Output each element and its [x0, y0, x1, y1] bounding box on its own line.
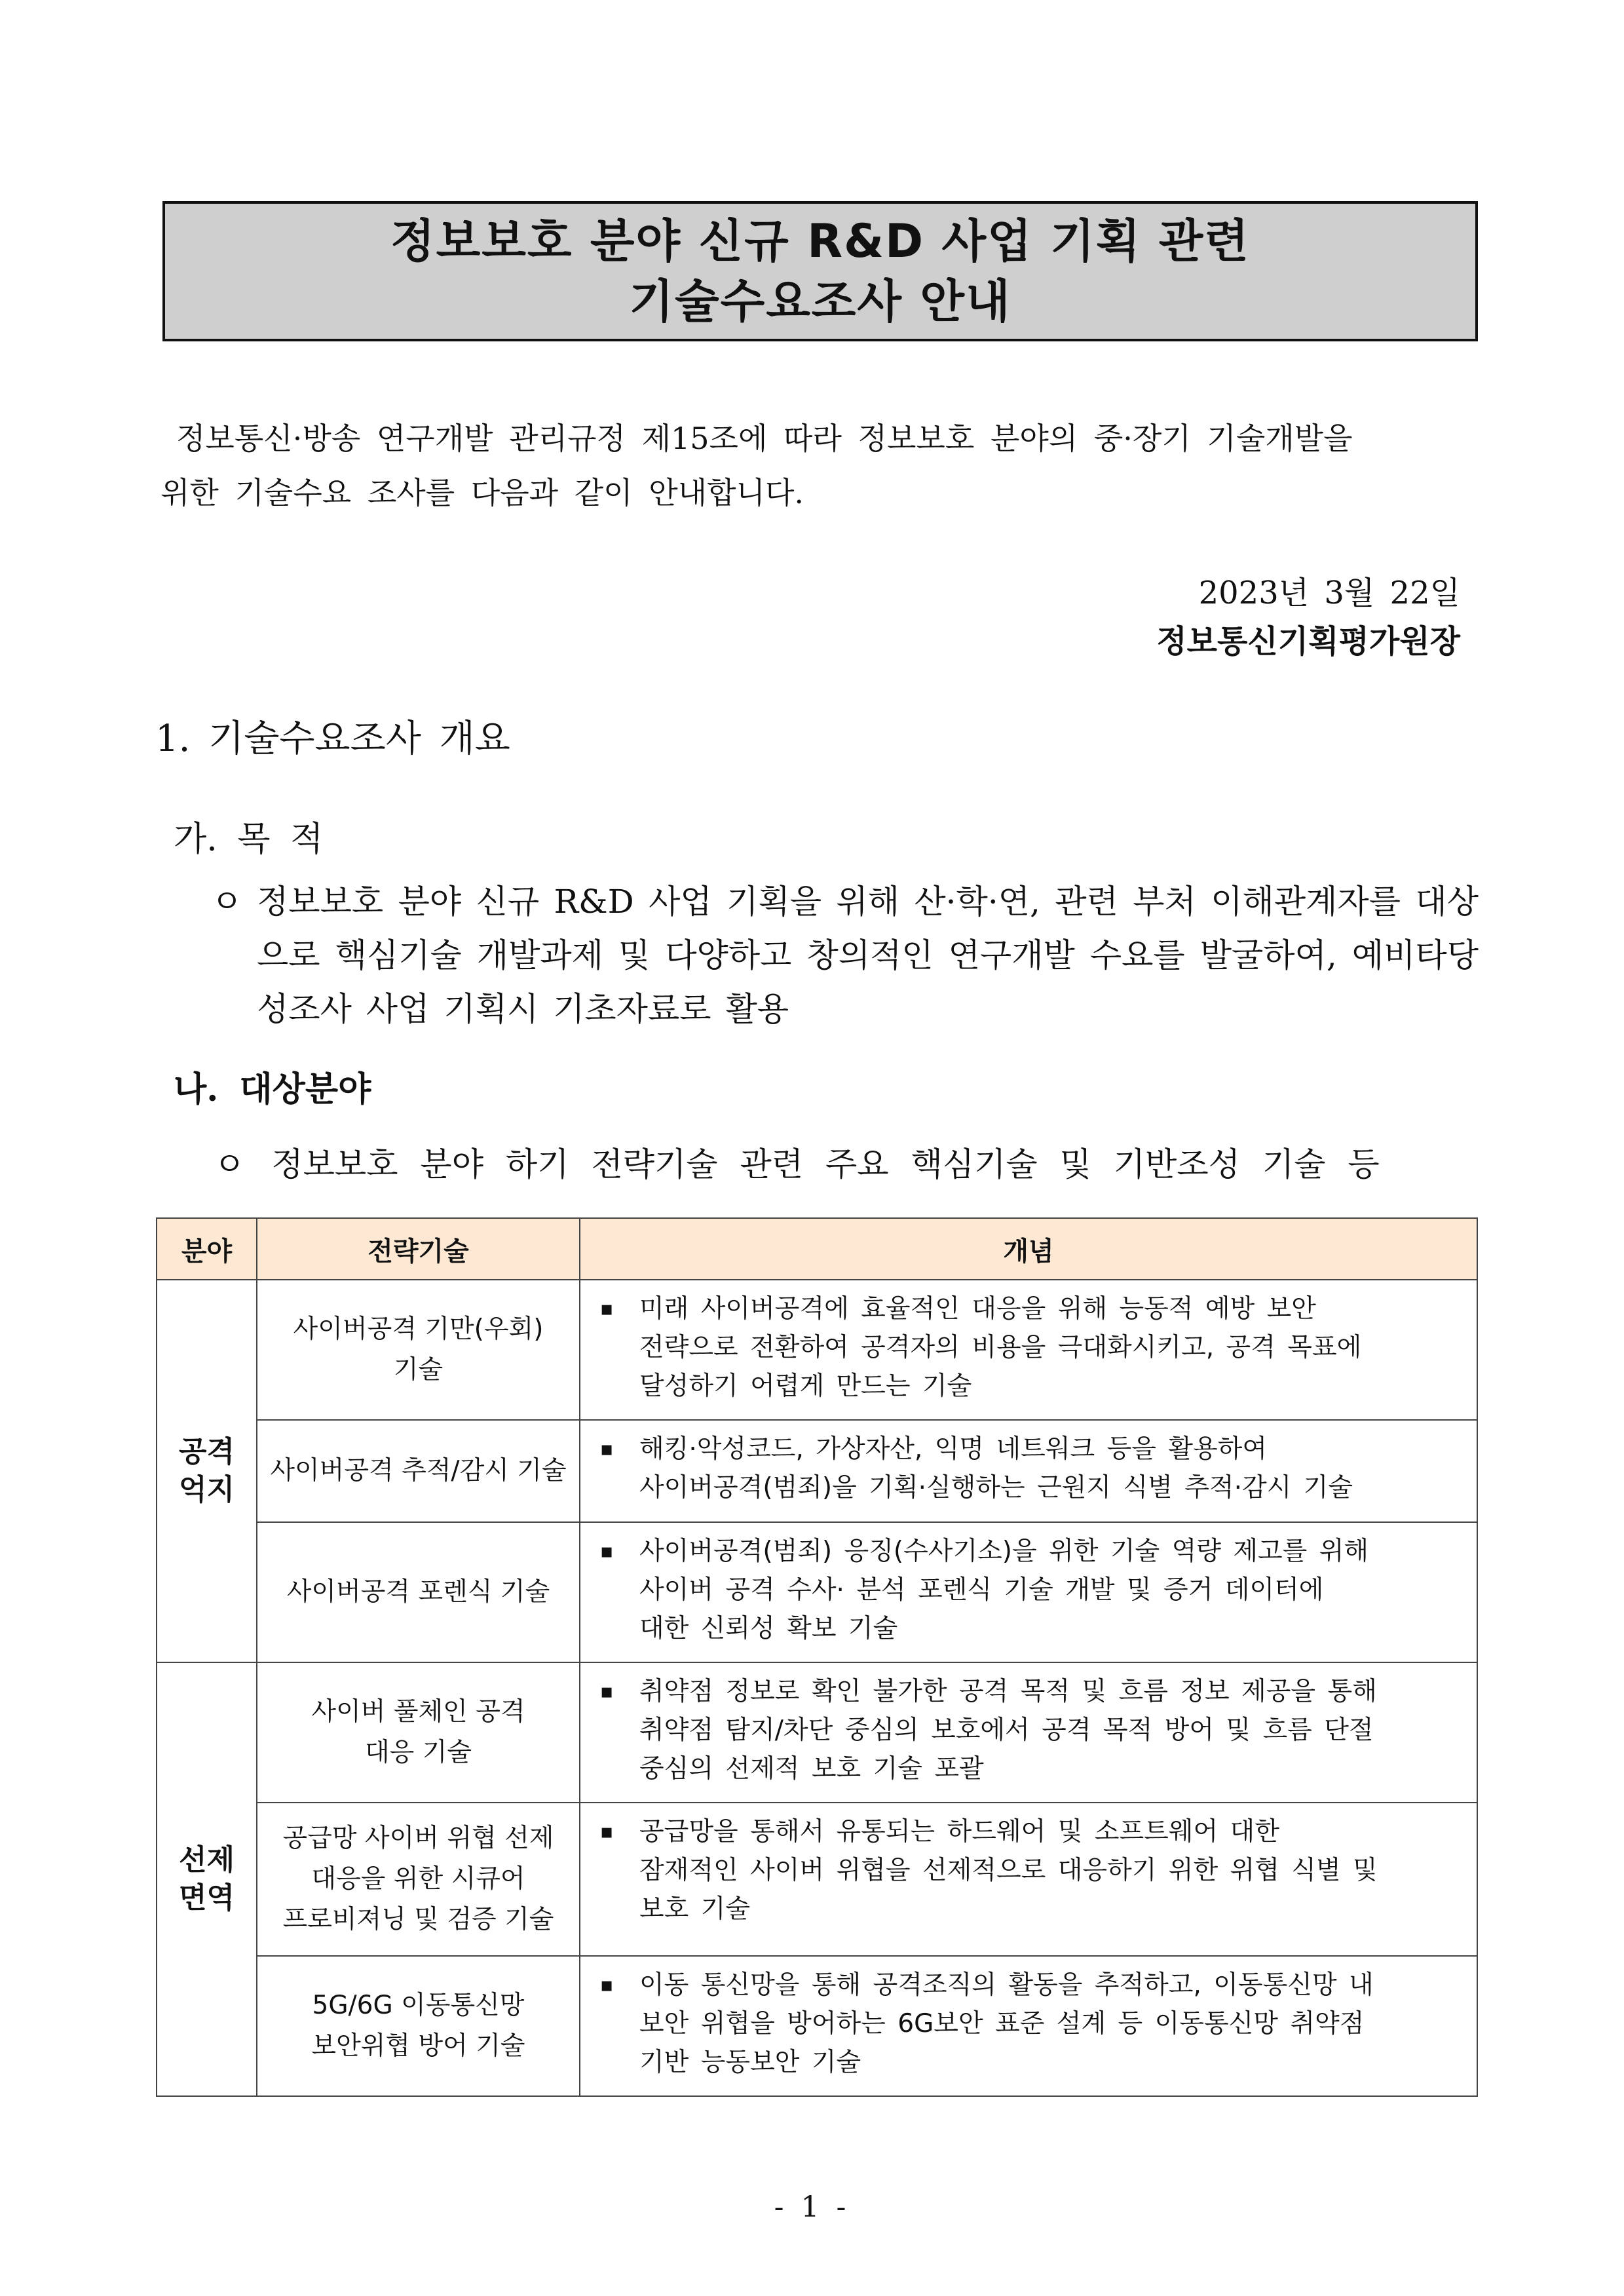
title-line-1: 정보보호 분야 신규 R&D 사업 기획 관련 — [390, 214, 1250, 268]
table-row — [157, 1662, 1477, 1803]
category-cell: 선제 면역 — [157, 1662, 257, 2096]
square-bullet-icon: ▪ — [600, 1297, 614, 1320]
table-row — [157, 1522, 1477, 1662]
purpose-text: 정보보호 분야 신규 R&D 사업 기획을 위해 산·학·연, 관련 부처 이해관계자를 대상으로 핵심기술 개발과제 및 다양하고 창의적인 연구개발 수요를 발굴하여, 예비타당성조사 사업 기획시 기초자료로 활용 — [257, 883, 1479, 1028]
purpose-paragraph — [211, 875, 1479, 1036]
concept-text: 취약점 정보로 확인 불가한 공격 목적 및 흐름 정보 제공을 통해 취약점 탐지/차단 중심의 보호에서 공격 목적 방어 및 흐름 단절 중심의 선제적 보호 기술 포괄 — [639, 1677, 1377, 1784]
table-header-row — [157, 1218, 1477, 1280]
title-line-2: 기술수요조사 안내 — [629, 275, 1011, 328]
concept-cell — [580, 1662, 1477, 1803]
intro-paragraph — [161, 411, 1481, 520]
target-paragraph — [214, 1138, 1380, 1185]
table-row — [157, 1280, 1477, 1420]
strategy-technology-table — [156, 1217, 1478, 2097]
concept-cell — [580, 1280, 1477, 1420]
table-row — [157, 1420, 1477, 1522]
concept-cell — [580, 1522, 1477, 1662]
strategy-cell: 사이버공격 추적/감시 기술 — [257, 1420, 580, 1522]
square-bullet-icon: ▪ — [600, 1680, 614, 1703]
target-heading: 나. 대상분야 — [174, 1069, 371, 1109]
target-text: 정보보호 분야 하기 전략기술 관련 주요 핵심기술 및 기반조성 기술 등 — [271, 1145, 1380, 1183]
issue-date: 2023년 3월 22일 — [1198, 575, 1460, 611]
square-bullet-icon: ▪ — [600, 1820, 614, 1843]
square-bullet-icon: ▪ — [600, 1974, 614, 1997]
strategy-cell: 5G/6G 이동통신망 보안위협 방어 기술 — [257, 1956, 580, 2096]
strategy-cell: 공급망 사이버 위협 선제 대응을 위한 시큐어 프로비져닝 및 검증 기술 — [257, 1803, 580, 1956]
strategy-cell: 사이버공격 포렌식 기술 — [257, 1522, 580, 1662]
purpose-heading: 가. 목 적 — [174, 820, 324, 859]
strategy-cell: 사이버 풀체인 공격 대응 기술 — [257, 1662, 580, 1803]
table-row — [157, 1956, 1477, 2096]
concept-text: 해킹·악성코드, 가상자산, 익명 네트워크 등을 활용하여 사이버공격(범죄)을 기획·실행하는 근원지 식별 추적·감시 기술 — [639, 1434, 1353, 1502]
concept-cell — [580, 1420, 1477, 1522]
section-heading: 1. 기술수요조사 개요 — [155, 718, 510, 760]
intro-line-2: 위한 기술수요 조사를 다음과 같이 안내합니다. — [161, 475, 804, 510]
square-bullet-icon: ▪ — [600, 1438, 614, 1461]
header-strategy: 전략기술 — [257, 1218, 580, 1280]
issuer-name: 정보통신기획평가원장 — [1156, 623, 1460, 660]
circle-bullet-icon: ㅇ — [214, 1145, 246, 1183]
concept-text: 사이버공격(범죄) 응징(수사기소)을 위한 기술 역량 제고를 위해 사이버 공격 수사· 분석 포렌식 기술 개발 및 증거 데이터에 대한 신뢰성 확보 기술 — [639, 1537, 1369, 1643]
square-bullet-icon: ▪ — [600, 1540, 614, 1563]
concept-text: 공급망을 통해서 유통되는 하드웨어 및 소프트웨어 대한 잠재적인 사이버 위협을 선제적으로 대응하기 위한 위협 식별 및 보호 기술 — [639, 1817, 1378, 1924]
header-field: 분야 — [157, 1218, 257, 1280]
document-title-box — [162, 201, 1478, 341]
intro-line-1: 정보통신·방송 연구개발 관리규정 제15조에 따라 정보보호 분야의 중·장기 기술개발을 — [176, 421, 1353, 456]
circle-bullet-icon: ㅇ — [211, 883, 243, 921]
concept-text: 미래 사이버공격에 효율적인 대응을 위해 능동적 예방 보안 전략으로 전환하여 공격자의 비용을 극대화시키고, 공격 목표에 달성하기 어렵게 만드는 기술 — [639, 1294, 1362, 1401]
strategy-cell: 사이버공격 기만(우회) 기술 — [257, 1280, 580, 1420]
page-number: - 1 - — [774, 2191, 850, 2224]
category-cell: 공격 억지 — [157, 1280, 257, 1662]
concept-text: 이동 통신망을 통해 공격조직의 활동을 추적하고, 이동통신망 내 보안 위협을 방어하는 6G보안 표준 설계 등 이동통신망 취약점 기반 능동보안 기술 — [639, 1970, 1374, 2077]
header-concept: 개념 — [580, 1218, 1477, 1280]
concept-cell — [580, 1956, 1477, 2096]
concept-cell — [580, 1803, 1477, 1956]
table-row — [157, 1803, 1477, 1956]
